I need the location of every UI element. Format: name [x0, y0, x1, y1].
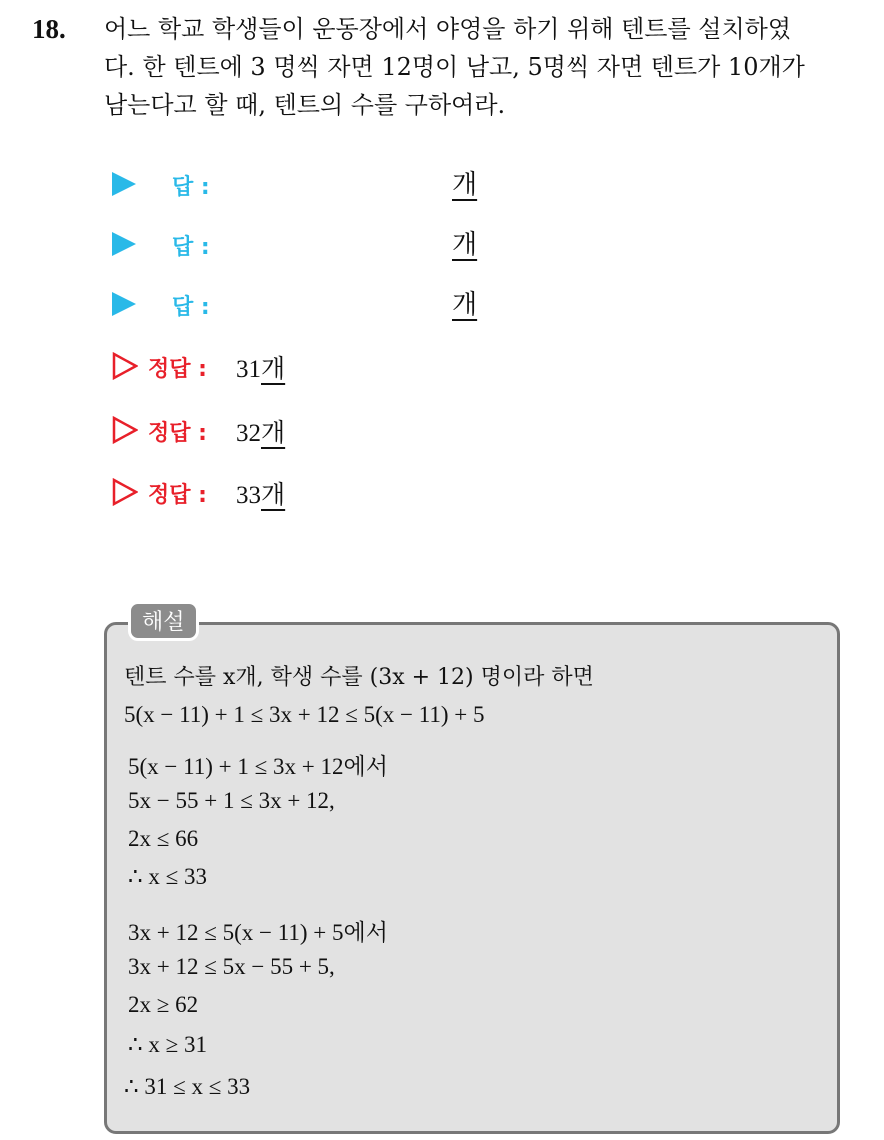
solution-line: ∴ x ≥ 31	[128, 1032, 208, 1057]
solution-line: 5x − 55 + 1 ≤ 3x + 12,	[128, 788, 335, 813]
correct-answer-unit: 개	[261, 480, 286, 509]
correct-answer-number: 31	[236, 356, 261, 383]
triangle-outline-icon	[112, 416, 138, 444]
triangle-outline-icon	[112, 478, 138, 506]
answer-unit: 개	[452, 290, 478, 320]
solution-line: 텐트 수를 x개, 학생 수를 (3x + 12) 명이라 하면	[124, 665, 594, 690]
solution-box	[104, 622, 840, 1134]
correct-answer-label: 정답 :	[148, 483, 207, 508]
solution-line: 5(x − 11) + 1 ≤ 3x + 12 ≤ 5(x − 11) + 5	[124, 702, 485, 727]
solution-line: 2x ≤ 66	[128, 826, 199, 851]
correct-answer-value	[236, 349, 285, 385]
correct-answer-unit: 개	[261, 354, 286, 383]
solution-line: 3x + 12 ≤ 5(x − 11) + 5에서	[128, 920, 388, 945]
answer-label: 답 :	[172, 175, 210, 200]
question-line: 남는다고 할 때, 텐트의 수를 구하여라.	[104, 91, 506, 119]
play-triangle-icon	[112, 172, 136, 196]
triangle-outline-icon	[112, 352, 138, 380]
correct-answer-number: 33	[236, 482, 261, 509]
solution-line: ∴ x ≤ 33	[128, 864, 208, 889]
question-line: 다. 한 텐트에 3 명씩 자면 12명이 남고, 5명씩 자면 텐트가 10개가	[104, 53, 805, 81]
question-line: 어느 학교 학생들이 운동장에서 야영을 하기 위해 텐트를 설치하였	[104, 15, 791, 43]
solution-line: 3x + 12 ≤ 5x − 55 + 5,	[128, 954, 335, 979]
correct-answer-label: 정답 :	[148, 421, 207, 446]
solution-tag: 해설	[128, 601, 199, 641]
question-text	[104, 10, 864, 124]
answer-unit: 개	[452, 230, 478, 260]
correct-answer-number: 32	[236, 420, 261, 447]
solution-line: 5(x − 11) + 1 ≤ 3x + 12에서	[128, 754, 388, 779]
question-number: 18.	[32, 14, 66, 44]
correct-answer-unit: 개	[261, 418, 286, 447]
play-triangle-icon	[112, 232, 136, 256]
solution-line: 2x ≥ 62	[128, 992, 199, 1017]
correct-answer-label: 정답 :	[148, 357, 207, 382]
answer-label: 답 :	[172, 235, 210, 260]
answer-label: 답 :	[172, 295, 210, 320]
answer-unit: 개	[452, 170, 478, 200]
correct-answer-value	[236, 475, 285, 511]
play-triangle-icon	[112, 292, 136, 316]
solution-line: ∴ 31 ≤ x ≤ 33	[124, 1074, 251, 1099]
correct-answer-value	[236, 413, 285, 449]
